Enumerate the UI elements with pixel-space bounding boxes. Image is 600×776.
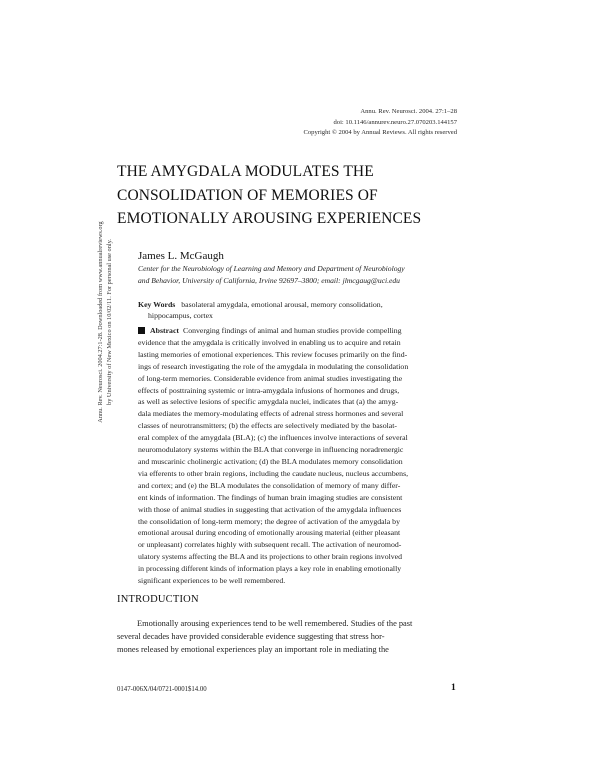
doi-line: doi: 10.1146/annurev.neuro.27.070203.144157: [333, 118, 457, 126]
title-line-3: EMOTIONALLY AROUSING EXPERIENCES: [117, 210, 422, 227]
abstract-line: the consolidation of long-term memory; the degree of activation of the amygdala by: [138, 516, 400, 526]
abstract-line: via efferents to other brain regions, including the caudate nucleus, nucleus accumbens,: [138, 468, 409, 478]
citation-header: [303, 107, 457, 139]
abstract-label: Abstract: [150, 326, 180, 335]
citation-line: Annu. Rev. Neurosci. 2004. 27:1–28: [360, 108, 457, 115]
page-number: 1: [451, 683, 456, 693]
body-line: Emotionally arousing experiences tend to be well remembered. Studies of the past: [137, 619, 413, 628]
author-affiliation: [138, 263, 468, 286]
abstract-line: effects of posttraining systemic or intra-amygdala infusions of hormones and drugs,: [138, 385, 400, 395]
abstract-line: or unpleasant) correlates highly with subsequent recall. The activation of neuromod-: [138, 540, 402, 550]
body-line: mones released by emotional experiences play an important role in mediating the: [117, 645, 389, 654]
abstract-line: ent kinds of information. The findings of human brain imaging studies are consistent: [138, 492, 403, 502]
abstract-line: significant experiences to be well remembered.: [138, 576, 286, 586]
affiliation-line-2: and Behavior, University of California, Irvine 92697–3800; email: jlmcgaug@uci.edu: [138, 275, 400, 285]
abstract-line: neuromodulatory systems within the BLA that converge in influencing noradrenergic: [138, 445, 404, 455]
footer-code: 0147-006X/04/0721-0001$14.00: [117, 686, 207, 693]
keywords-line-2: hippocampus, cortex: [148, 311, 213, 321]
abstract-line: and muscarinic cholinergic activation; (d) the BLA modulates memory consolidation: [138, 456, 403, 466]
abstract-line: evidence that the amygdala is critically involved in enabling us to acquire and retain: [138, 337, 401, 347]
keywords-label: Key Words: [138, 300, 176, 309]
title-line-1: THE AMYGDALA MODULATES THE: [117, 163, 374, 180]
section-heading-introduction: INTRODUCTION: [117, 594, 199, 605]
abstract-line: ings of research investigating the role of the amygdala in modulating the consolidation: [138, 361, 409, 371]
abstract-line: of long-term memories. Considerable evidence from animal studies investigating the: [138, 373, 403, 383]
abstract-square-icon: [138, 327, 145, 334]
abstract-line: in processing different kinds of information plays a key role in enabling emotionally: [138, 564, 402, 574]
abstract-line: emotional arousal during encoding of emotionally arousing material (either pleasant: [138, 528, 401, 538]
abstract-line: as well as selective lesions of specific amygdala nuclei, indicates that (a) the amyg-: [138, 397, 399, 407]
abstract-line: lasting memories of emotional experiences. This review focuses primarily on the find-: [138, 349, 408, 359]
abstract-line: and cortex; and (e) the BLA modulates the consolidation of memory of many differ-: [138, 480, 401, 490]
keywords-block: [138, 299, 458, 322]
affiliation-line-1: Center for the Neurobiology of Learning and Memory and Department of Neurobiology: [138, 264, 405, 273]
download-notice-line-2: by University of New Mexico on 10/02/11. For personal use only.: [105, 239, 113, 405]
keywords-line-1: basolateral amygdala, emotional arousal, memory consolidation,: [181, 300, 383, 309]
title-line-2: CONSOLIDATION OF MEMORIES OF: [117, 186, 378, 204]
abstract-line: dala mediates the memory-modulating effects of adrenal stress hormones and several: [138, 409, 404, 419]
author-name: James L. McGaugh: [138, 250, 224, 262]
abstract-line: ulatory systems affecting the BLA and its projections to other brain regions involved: [138, 552, 403, 562]
abstract-block: [138, 325, 456, 587]
abstract-line: with those of animal studies in suggesting that activation of the amygdala influences: [138, 504, 402, 514]
copyright-line: Copyright © 2004 by Annual Reviews. All rights reserved: [303, 129, 457, 137]
download-notice-line-1: Annu. Rev. Neurosci. 2004.27:1-28. Downloaded from www.annualreviews.org: [97, 221, 104, 423]
abstract-line: eral complex of the amygdala (BLA); (c) the influences involve interactions of several: [138, 433, 408, 443]
article-title: [117, 160, 447, 231]
abstract-line: classes of neurotransmitters; (b) the effects are selectively mediated by the basolat-: [138, 421, 398, 431]
body-line: several decades have provided considerable evidence suggesting that stress hor-: [117, 632, 385, 641]
abstract-line: Converging findings of animal and human studies provide compelling: [183, 326, 402, 335]
introduction-body: [117, 617, 459, 656]
